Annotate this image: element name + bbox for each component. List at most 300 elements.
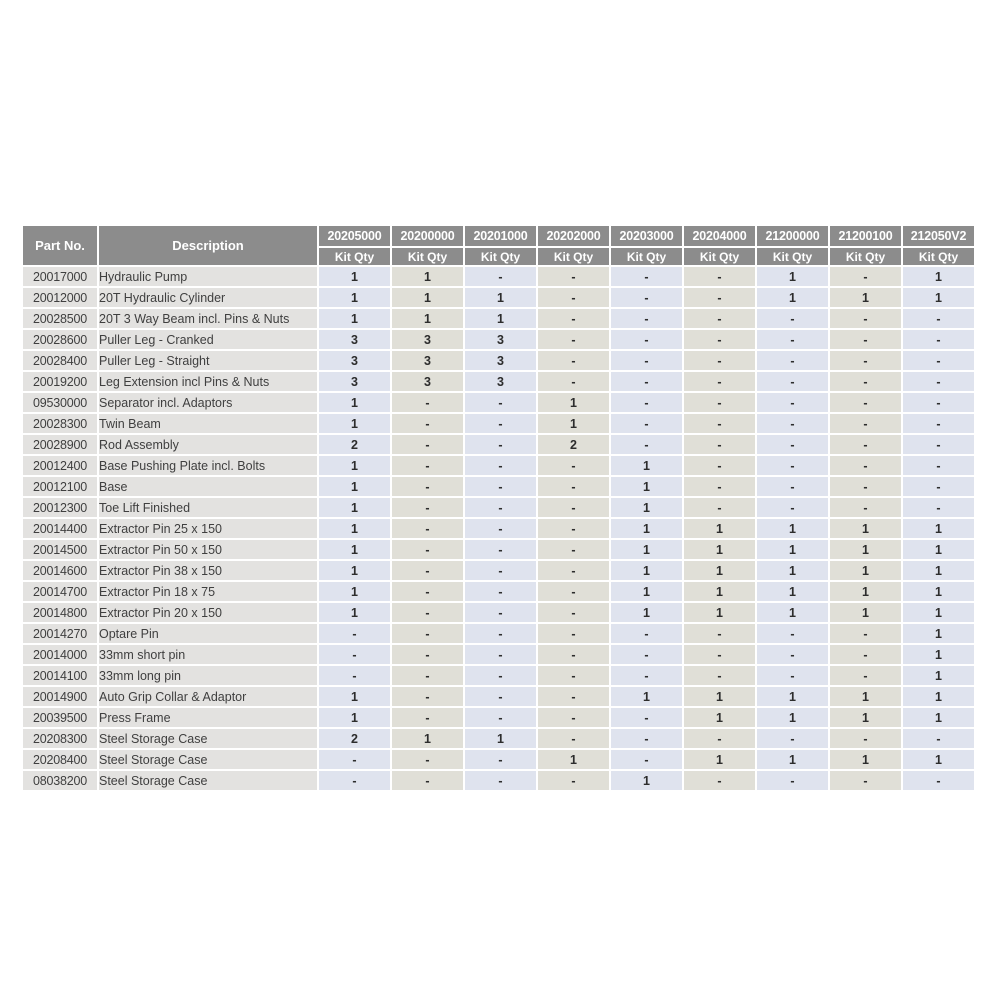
part-number-cell: 20017000	[23, 267, 97, 286]
kit-qty-cell: 1	[319, 687, 390, 706]
kit-qty-cell: -	[319, 666, 390, 685]
description-cell: Extractor Pin 25 x 150	[99, 519, 317, 538]
kit-qty-cell: -	[611, 393, 682, 412]
column-header-kit-20205000: 20205000	[319, 226, 390, 246]
kit-qty-cell: -	[830, 729, 901, 748]
kit-qty-cell: -	[392, 708, 463, 727]
kit-qty-cell: -	[830, 435, 901, 454]
table-row	[23, 498, 974, 517]
kit-qty-cell: -	[538, 519, 609, 538]
kit-qty-cell: -	[319, 750, 390, 769]
description-cell: Steel Storage Case	[99, 729, 317, 748]
part-number-cell: 20014600	[23, 561, 97, 580]
kit-qty-cell: -	[684, 624, 755, 643]
kit-qty-cell: 1	[830, 540, 901, 559]
part-number-cell: 20014900	[23, 687, 97, 706]
kit-qty-cell: 1	[538, 750, 609, 769]
kit-qty-cell: -	[830, 372, 901, 391]
description-cell: Separator incl. Adaptors	[99, 393, 317, 412]
kit-qty-cell: 1	[392, 267, 463, 286]
kit-qty-cell: 2	[319, 729, 390, 748]
kit-qty-cell: 1	[538, 414, 609, 433]
kit-qty-cell: 1	[903, 288, 974, 307]
column-header-kit-20202000: 20202000	[538, 226, 609, 246]
column-subheader-kit-qty: Kit Qty	[830, 248, 901, 265]
kit-qty-cell: -	[830, 456, 901, 475]
table-row	[23, 456, 974, 475]
kit-qty-cell: -	[903, 771, 974, 790]
part-number-cell: 20028900	[23, 435, 97, 454]
kit-qty-cell: 1	[465, 288, 536, 307]
table-row	[23, 351, 974, 370]
column-subheader-kit-qty: Kit Qty	[684, 248, 755, 265]
kit-qty-cell: -	[830, 267, 901, 286]
kit-qty-cell: -	[465, 666, 536, 685]
kit-qty-cell: -	[684, 267, 755, 286]
column-subheader-kit-qty: Kit Qty	[757, 248, 828, 265]
kit-qty-cell: 1	[757, 687, 828, 706]
kit-qty-cell: 1	[757, 750, 828, 769]
kit-qty-cell: -	[757, 393, 828, 412]
kit-qty-cell: -	[830, 477, 901, 496]
kit-qty-cell: -	[611, 645, 682, 664]
kit-qty-cell: -	[392, 435, 463, 454]
kit-qty-cell: -	[392, 561, 463, 580]
description-cell: Auto Grip Collar & Adaptor	[99, 687, 317, 706]
table-row	[23, 393, 974, 412]
description-cell: Twin Beam	[99, 414, 317, 433]
kit-qty-cell: -	[538, 456, 609, 475]
kit-qty-cell: -	[392, 582, 463, 601]
kit-qty-cell: -	[903, 498, 974, 517]
kit-qty-cell: -	[830, 414, 901, 433]
kit-qty-cell: -	[830, 393, 901, 412]
description-cell: 33mm long pin	[99, 666, 317, 685]
kit-qty-cell: -	[684, 330, 755, 349]
column-header-kit-21200000: 21200000	[757, 226, 828, 246]
kit-qty-cell: -	[684, 414, 755, 433]
kit-qty-cell: -	[611, 666, 682, 685]
kit-qty-cell: -	[465, 519, 536, 538]
description-cell: 20T 3 Way Beam incl. Pins & Nuts	[99, 309, 317, 328]
kit-qty-cell: -	[538, 561, 609, 580]
kit-qty-cell: -	[392, 414, 463, 433]
parts-kit-table	[21, 224, 976, 792]
description-cell: Press Frame	[99, 708, 317, 727]
kit-qty-cell: -	[392, 393, 463, 412]
description-cell: Steel Storage Case	[99, 750, 317, 769]
kit-qty-cell: -	[684, 771, 755, 790]
table-row	[23, 561, 974, 580]
kit-qty-cell: 1	[319, 498, 390, 517]
kit-qty-cell: 1	[757, 561, 828, 580]
kit-qty-cell: 1	[903, 624, 974, 643]
kit-qty-cell: -	[830, 309, 901, 328]
column-subheader-kit-qty: Kit Qty	[538, 248, 609, 265]
part-number-cell: 20019200	[23, 372, 97, 391]
kit-qty-cell: 1	[319, 477, 390, 496]
table-row	[23, 267, 974, 286]
kit-qty-cell: -	[611, 351, 682, 370]
column-header-description: Description	[99, 226, 317, 265]
kit-qty-cell: -	[465, 750, 536, 769]
kit-qty-cell: 1	[830, 687, 901, 706]
part-number-cell: 20039500	[23, 708, 97, 727]
kit-qty-cell: -	[757, 372, 828, 391]
kit-qty-cell: 1	[757, 603, 828, 622]
kit-qty-cell: -	[465, 687, 536, 706]
part-number-cell: 20012300	[23, 498, 97, 517]
kit-qty-cell: 1	[611, 561, 682, 580]
kit-qty-cell: -	[538, 477, 609, 496]
kit-qty-cell: -	[392, 771, 463, 790]
description-cell: Base	[99, 477, 317, 496]
description-cell: Extractor Pin 38 x 150	[99, 561, 317, 580]
kit-qty-cell: -	[611, 624, 682, 643]
kit-qty-cell: 1	[319, 414, 390, 433]
kit-qty-cell: -	[611, 372, 682, 391]
kit-qty-cell: -	[538, 288, 609, 307]
kit-qty-cell: 3	[465, 372, 536, 391]
kit-qty-cell: 1	[611, 687, 682, 706]
kit-qty-cell: 3	[392, 330, 463, 349]
kit-qty-cell: -	[465, 708, 536, 727]
kit-qty-cell: 1	[611, 456, 682, 475]
kit-qty-cell: 1	[465, 309, 536, 328]
kit-qty-cell: 1	[684, 540, 755, 559]
kit-qty-cell: 1	[684, 519, 755, 538]
kit-qty-cell: 1	[319, 582, 390, 601]
kit-qty-cell: 1	[903, 519, 974, 538]
part-number-cell: 20208400	[23, 750, 97, 769]
kit-qty-cell: -	[757, 645, 828, 664]
column-header-kit-20203000: 20203000	[611, 226, 682, 246]
kit-qty-cell: -	[684, 435, 755, 454]
kit-qty-cell: -	[757, 498, 828, 517]
kit-qty-cell: 1	[611, 603, 682, 622]
kit-qty-cell: 3	[392, 372, 463, 391]
kit-qty-cell: 1	[319, 540, 390, 559]
column-header-kit-20200000: 20200000	[392, 226, 463, 246]
column-subheader-kit-qty: Kit Qty	[319, 248, 390, 265]
part-number-cell: 20208300	[23, 729, 97, 748]
kit-qty-cell: -	[757, 477, 828, 496]
kit-qty-cell: 1	[319, 519, 390, 538]
kit-qty-cell: 3	[319, 351, 390, 370]
kit-qty-cell: 1	[319, 267, 390, 286]
kit-qty-cell: -	[757, 309, 828, 328]
kit-qty-cell: -	[392, 519, 463, 538]
kit-qty-cell: -	[684, 666, 755, 685]
table-row	[23, 666, 974, 685]
kit-qty-cell: 3	[319, 372, 390, 391]
table-header	[23, 226, 974, 265]
kit-qty-cell: -	[757, 456, 828, 475]
kit-qty-cell: -	[538, 498, 609, 517]
table-row	[23, 729, 974, 748]
kit-qty-cell: 1	[903, 645, 974, 664]
kit-qty-cell: -	[465, 267, 536, 286]
kit-qty-cell: 1	[830, 519, 901, 538]
table-row	[23, 414, 974, 433]
kit-qty-cell: 1	[903, 267, 974, 286]
table-row	[23, 372, 974, 391]
kit-qty-cell: -	[684, 288, 755, 307]
kit-qty-cell: -	[538, 540, 609, 559]
column-subheader-kit-qty: Kit Qty	[611, 248, 682, 265]
kit-qty-cell: -	[538, 267, 609, 286]
kit-qty-cell: -	[611, 729, 682, 748]
kit-qty-cell: -	[611, 750, 682, 769]
kit-qty-cell: -	[830, 330, 901, 349]
kit-qty-cell: 1	[903, 540, 974, 559]
kit-qty-cell: -	[392, 498, 463, 517]
kit-qty-cell: -	[903, 351, 974, 370]
kit-qty-cell: 1	[319, 708, 390, 727]
part-number-cell: 20012000	[23, 288, 97, 307]
kit-qty-cell: 1	[611, 771, 682, 790]
part-number-cell: 20014700	[23, 582, 97, 601]
kit-qty-cell: 1	[611, 582, 682, 601]
description-cell: Rod Assembly	[99, 435, 317, 454]
table-row	[23, 624, 974, 643]
kit-qty-cell: 1	[830, 288, 901, 307]
kit-qty-cell: -	[903, 330, 974, 349]
kit-qty-cell: 3	[392, 351, 463, 370]
table-row	[23, 645, 974, 664]
kit-qty-cell: -	[684, 372, 755, 391]
kit-qty-cell: 1	[757, 540, 828, 559]
part-number-cell: 20028500	[23, 309, 97, 328]
table-row	[23, 687, 974, 706]
kit-qty-cell: -	[611, 330, 682, 349]
kit-qty-cell: -	[538, 309, 609, 328]
kit-qty-cell: 1	[319, 561, 390, 580]
part-number-cell: 20028300	[23, 414, 97, 433]
kit-qty-cell: -	[684, 309, 755, 328]
kit-qty-cell: -	[684, 393, 755, 412]
part-number-cell: 20014400	[23, 519, 97, 538]
kit-qty-cell: -	[903, 456, 974, 475]
kit-qty-cell: 1	[611, 540, 682, 559]
description-cell: Extractor Pin 18 x 75	[99, 582, 317, 601]
column-header-kit-20201000: 20201000	[465, 226, 536, 246]
description-cell: Steel Storage Case	[99, 771, 317, 790]
kit-qty-cell: -	[611, 288, 682, 307]
kit-qty-cell: 1	[538, 393, 609, 412]
kit-qty-cell: -	[538, 729, 609, 748]
column-header-kit-212050V2: 212050V2	[903, 226, 974, 246]
kit-qty-cell: -	[757, 729, 828, 748]
kit-qty-cell: 2	[538, 435, 609, 454]
kit-qty-cell: 1	[903, 708, 974, 727]
description-cell: Base Pushing Plate incl. Bolts	[99, 456, 317, 475]
kit-qty-cell: 1	[757, 708, 828, 727]
kit-qty-cell: -	[465, 477, 536, 496]
kit-qty-cell: -	[465, 645, 536, 664]
kit-qty-cell: 1	[757, 519, 828, 538]
table-row	[23, 309, 974, 328]
kit-qty-cell: 1	[903, 687, 974, 706]
kit-qty-cell: -	[757, 435, 828, 454]
kit-qty-cell: -	[611, 414, 682, 433]
kit-qty-cell: -	[903, 477, 974, 496]
kit-qty-cell: 1	[903, 582, 974, 601]
description-cell: Toe Lift Finished	[99, 498, 317, 517]
kit-qty-cell: 1	[830, 561, 901, 580]
kit-qty-cell: -	[903, 414, 974, 433]
kit-qty-cell: -	[392, 456, 463, 475]
kit-qty-cell: -	[538, 771, 609, 790]
kit-qty-cell: 1	[684, 603, 755, 622]
kit-qty-cell: -	[465, 771, 536, 790]
kit-qty-cell: 1	[392, 729, 463, 748]
kit-qty-cell: 1	[757, 267, 828, 286]
kit-qty-cell: -	[830, 771, 901, 790]
kit-qty-cell: -	[684, 351, 755, 370]
kit-qty-cell: -	[538, 603, 609, 622]
column-header-kit-21200100: 21200100	[830, 226, 901, 246]
kit-qty-cell: 3	[465, 330, 536, 349]
kit-qty-cell: -	[903, 393, 974, 412]
kit-qty-cell: -	[757, 771, 828, 790]
kit-qty-cell: -	[319, 624, 390, 643]
table-row	[23, 519, 974, 538]
kit-qty-cell: -	[757, 330, 828, 349]
kit-qty-cell: -	[684, 498, 755, 517]
kit-qty-cell: -	[611, 708, 682, 727]
part-number-cell: 20014270	[23, 624, 97, 643]
description-cell: Extractor Pin 20 x 150	[99, 603, 317, 622]
table-row	[23, 750, 974, 769]
kit-qty-cell: 1	[319, 456, 390, 475]
description-cell: Optare Pin	[99, 624, 317, 643]
kit-qty-cell: -	[465, 582, 536, 601]
kit-qty-cell: 1	[611, 477, 682, 496]
description-cell: Puller Leg - Cranked	[99, 330, 317, 349]
kit-qty-cell: -	[684, 456, 755, 475]
table-row	[23, 330, 974, 349]
part-number-cell: 20028600	[23, 330, 97, 349]
kit-qty-cell: -	[611, 267, 682, 286]
kit-qty-cell: 1	[684, 708, 755, 727]
kit-qty-cell: -	[392, 750, 463, 769]
kit-qty-cell: -	[830, 498, 901, 517]
kit-qty-cell: -	[392, 687, 463, 706]
kit-qty-cell: 3	[465, 351, 536, 370]
column-header-part-no: Part No.	[23, 226, 97, 265]
kit-qty-cell: -	[465, 393, 536, 412]
kit-qty-cell: -	[465, 561, 536, 580]
kit-qty-cell: -	[392, 540, 463, 559]
part-number-cell: 08038200	[23, 771, 97, 790]
kit-qty-cell: -	[319, 771, 390, 790]
kit-qty-cell: 1	[392, 309, 463, 328]
kit-qty-cell: -	[392, 603, 463, 622]
column-header-kit-20204000: 20204000	[684, 226, 755, 246]
kit-qty-cell: -	[684, 477, 755, 496]
table-row	[23, 771, 974, 790]
kit-qty-cell: -	[538, 624, 609, 643]
column-subheader-kit-qty: Kit Qty	[392, 248, 463, 265]
part-number-cell: 20012100	[23, 477, 97, 496]
kit-qty-cell: 1	[319, 603, 390, 622]
kit-qty-cell: -	[684, 645, 755, 664]
kit-qty-cell: 1	[903, 666, 974, 685]
part-number-cell: 20014800	[23, 603, 97, 622]
kit-qty-cell: 1	[757, 582, 828, 601]
kit-qty-cell: 2	[319, 435, 390, 454]
table-row	[23, 708, 974, 727]
kit-qty-cell: -	[319, 645, 390, 664]
kit-qty-cell: 1	[757, 288, 828, 307]
kit-qty-cell: 1	[319, 288, 390, 307]
kit-qty-cell: -	[903, 435, 974, 454]
kit-qty-cell: -	[830, 666, 901, 685]
kit-qty-cell: -	[465, 624, 536, 643]
kit-qty-cell: -	[903, 309, 974, 328]
part-number-cell: 20028400	[23, 351, 97, 370]
kit-qty-cell: 1	[611, 519, 682, 538]
kit-qty-cell: 1	[903, 561, 974, 580]
kit-qty-cell: -	[392, 477, 463, 496]
kit-qty-cell: 1	[392, 288, 463, 307]
kit-qty-cell: -	[611, 309, 682, 328]
kit-qty-cell: -	[465, 456, 536, 475]
kit-qty-cell: -	[903, 729, 974, 748]
kit-qty-cell: -	[465, 435, 536, 454]
description-cell: Extractor Pin 50 x 150	[99, 540, 317, 559]
kit-qty-cell: -	[830, 645, 901, 664]
part-number-cell: 20014500	[23, 540, 97, 559]
kit-qty-cell: -	[538, 708, 609, 727]
kit-qty-cell: 1	[830, 582, 901, 601]
part-number-cell: 09530000	[23, 393, 97, 412]
column-subheader-kit-qty: Kit Qty	[903, 248, 974, 265]
description-cell: Hydraulic Pump	[99, 267, 317, 286]
kit-qty-cell: -	[757, 414, 828, 433]
description-cell: Leg Extension incl Pins & Nuts	[99, 372, 317, 391]
kit-qty-cell: -	[538, 372, 609, 391]
kit-qty-cell: -	[392, 666, 463, 685]
description-cell: 33mm short pin	[99, 645, 317, 664]
kit-qty-cell: -	[538, 645, 609, 664]
kit-qty-cell: -	[538, 687, 609, 706]
table-row	[23, 477, 974, 496]
table-row	[23, 435, 974, 454]
kit-qty-cell: -	[392, 624, 463, 643]
table-row	[23, 540, 974, 559]
kit-qty-cell: 1	[319, 393, 390, 412]
kit-qty-cell: 1	[903, 750, 974, 769]
part-number-cell: 20014100	[23, 666, 97, 685]
part-number-cell: 20014000	[23, 645, 97, 664]
kit-qty-cell: -	[538, 666, 609, 685]
kit-qty-cell: 1	[684, 750, 755, 769]
kit-qty-cell: -	[757, 666, 828, 685]
kit-qty-cell: 1	[684, 561, 755, 580]
column-subheader-kit-qty: Kit Qty	[465, 248, 536, 265]
table-row	[23, 288, 974, 307]
kit-qty-cell: 1	[684, 582, 755, 601]
kit-qty-cell: 1	[830, 708, 901, 727]
kit-qty-cell: 1	[684, 687, 755, 706]
kit-qty-cell: -	[684, 729, 755, 748]
kit-qty-cell: -	[830, 351, 901, 370]
kit-qty-cell: 1	[611, 498, 682, 517]
kit-qty-cell: -	[538, 582, 609, 601]
kit-qty-cell: -	[465, 603, 536, 622]
